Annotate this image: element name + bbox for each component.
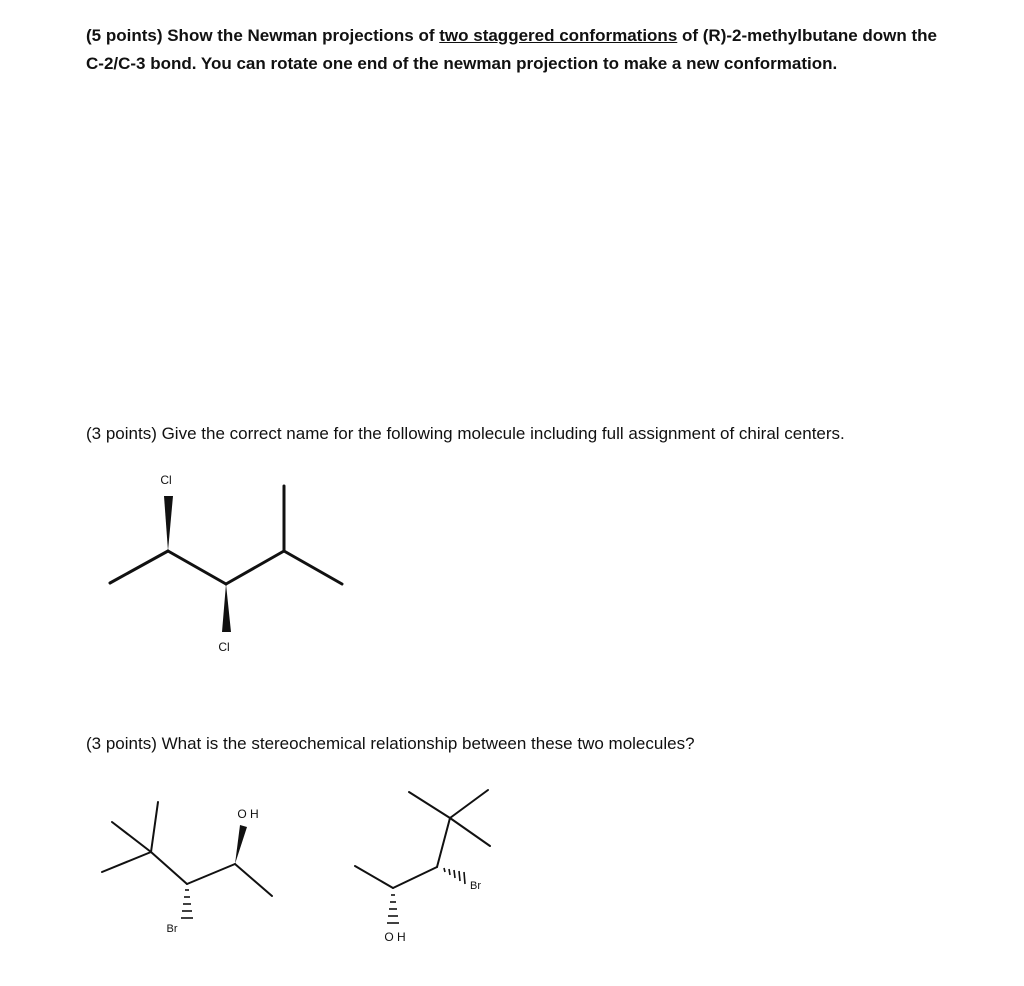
m1-bond-top-methyl	[151, 802, 158, 852]
m1-label-oh: O H	[237, 807, 259, 821]
question-2: (3 points) Give the correct name for the following molecule including full assignment of chiral centers.	[86, 424, 845, 443]
m2-hash-br	[444, 868, 465, 884]
m2-label-br: Br	[470, 880, 481, 892]
m1-hash-br	[181, 890, 193, 918]
m2-bond-up	[437, 818, 450, 867]
molecule-2	[355, 790, 490, 888]
question-3: (3 points) What is the stereochemical relationship between these two molecules?	[86, 734, 695, 753]
label-cl-top: Cl	[160, 473, 172, 487]
m1-bond-quat-c	[151, 852, 187, 884]
label-cl-bottom: Cl	[218, 640, 230, 654]
m2-hash-oh	[387, 895, 399, 923]
m2-bond-tbu-2	[450, 790, 488, 818]
question-1-underlined: two staggered conformations	[439, 26, 678, 45]
m2-bond-tbu-1	[409, 792, 450, 818]
m1-label-br: Br	[166, 923, 178, 935]
m2-bond-tbu-3	[450, 818, 490, 846]
m1-bond-lower-methyl	[102, 852, 151, 872]
m1-bond-left-methyl	[112, 822, 151, 852]
m2-label-oh: O H	[384, 930, 406, 944]
question-1-suffix: of (R)-2-methylbutane down the C-2/C-3 bond. You can rotate one end of the newman projection to make a new conformation.	[86, 26, 937, 73]
m1-bond-main	[187, 864, 235, 884]
m2-bond-main	[393, 867, 437, 888]
question-1-prefix: (5 points) Show the Newman projections of	[86, 26, 440, 45]
m1-bond-end	[235, 864, 272, 896]
m1-wedge-oh	[235, 825, 247, 864]
m2-bond-left	[355, 866, 393, 888]
